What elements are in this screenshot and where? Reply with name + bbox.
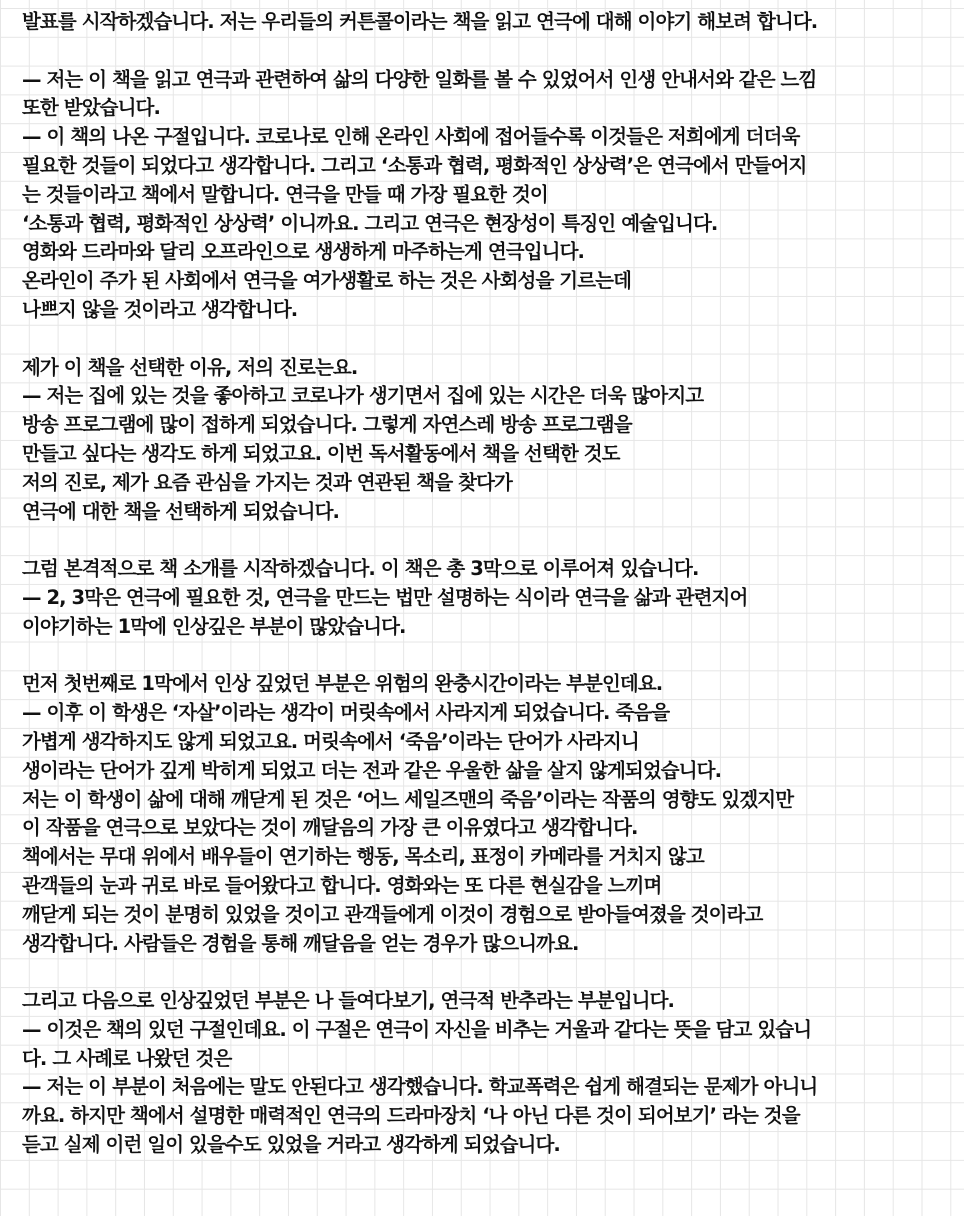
- text-line: 가볍게 생각하지도 않게 되었고요. 머릿속에서 ‘죽음’이라는 단어가 사라지니: [22, 729, 639, 753]
- text-line: 관객들의 눈과 귀로 바로 들어왔다고 합니다. 영화와는 또 다른 현실감을 느끼며: [22, 873, 662, 897]
- document-body: [22, 8, 952, 1160]
- text-line: 이야기하는 1막에 인상깊은 부분이 많았습니다.: [22, 614, 406, 638]
- text-line: 또한 받았습니다.: [22, 96, 160, 120]
- text-line: ‘소통과 협력, 평화적인 상상력’ 이니까요. 그리고 연극은 현장성이 특징인 예술입니다.: [22, 211, 718, 235]
- text-line: — 저는 집에 있는 것을 좋아하고 코로나가 생기면서 집에 있는 시간은 더욱 많아지고: [22, 384, 704, 408]
- text-line: 만들고 싶다는 생각도 하게 되었고요. 이번 독서활동에서 책을 선택한 것도: [22, 441, 620, 465]
- text-line: 듣고 실제 이런 일이 있을수도 있었을 거라고 생각하게 되었습니다.: [22, 1133, 560, 1157]
- text-line: 생이라는 단어가 깊게 박히게 되었고 더는 전과 같은 우울한 삶을 살지 않게되었습니다.: [22, 758, 722, 782]
- text-line: 온라인이 주가 된 사회에서 연극을 여가생활로 하는 것은 사회성을 기르는데: [22, 269, 632, 293]
- blank-line: [22, 958, 952, 987]
- blank-line: [22, 37, 952, 66]
- text-line: 발표를 시작하겠습니다. 저는 우리들의 커튼콜이라는 책을 읽고 연극에 대해 이야기 해보려 합니다.: [22, 10, 818, 33]
- text-line: — 저는 이 책을 읽고 연극과 관련하여 삶의 다양한 일화를 볼 수 있었어서 인생 안내서와 같은 느낌: [22, 67, 817, 91]
- blank-line: [22, 526, 952, 555]
- text-line: 필요한 것들이 되었다고 생각합니다. 그리고 ‘소통과 협력, 평화적인 상상력’은 연극에서 만들어지: [22, 153, 807, 177]
- text-line: 생각합니다. 사람들은 경험을 통해 깨달음을 얻는 경우가 많으니까요.: [22, 931, 579, 955]
- text-line: 저의 진로, 제가 요즘 관심을 가지는 것과 연관된 책을 찾다가: [22, 470, 512, 494]
- text-line: 방송 프로그램에 많이 접하게 되었습니다. 그렇게 자연스레 방송 프로그램을: [22, 413, 632, 437]
- text-line: 저는 이 학생이 삶에 대해 깨닫게 된 것은 ‘어느 세일즈맨의 죽음’이라는 작품의 영향도 있겠지만: [22, 787, 794, 811]
- blank-line: [22, 642, 952, 671]
- text-line: — 이것은 책의 있던 구절인데요. 이 구절은 연극이 자신을 비추는 거울과 같다는 뜻을 담고 있습니: [22, 1017, 812, 1041]
- blank-line: [22, 325, 952, 354]
- text-line: 제가 이 책을 선택한 이유, 저의 진로는요.: [22, 355, 358, 379]
- text-line: 다. 그 사례로 나왔던 것은: [22, 1046, 232, 1070]
- text-line: 먼저 첫번째로 1막에서 인상 깊었던 부분은 위험의 완충시간이라는 부분인데요.: [22, 672, 663, 696]
- text-line: 깨닫게 되는 것이 분명히 있었을 것이고 관객들에게 이것이 경험으로 받아들여졌을 것이라고: [22, 902, 763, 926]
- text-line: — 2, 3막은 연극에 필요한 것, 연극을 만드는 법만 설명하는 식이라 연극을 삶과 관련지어: [22, 585, 748, 609]
- text-line: 이 작품을 연극으로 보았다는 것이 깨달음의 가장 큰 이유였다고 생각합니다.: [22, 816, 638, 840]
- text-line: 연극에 대한 책을 선택하게 되었습니다.: [22, 499, 340, 523]
- text-line: 그럼 본격적으로 책 소개를 시작하겠습니다. 이 책은 총 3막으로 이루어져 있습니다.: [22, 557, 699, 581]
- text-line: 는 것들이라고 책에서 말합니다. 연극을 만들 때 가장 필요한 것이: [22, 182, 548, 206]
- text-line: 까요. 하지만 책에서 설명한 매력적인 연극의 드라마장치 ‘나 아닌 다른 것이 되어보기’ 라는 것을: [22, 1104, 800, 1128]
- text-line: — 이 책의 나온 구절입니다. 코로나로 인해 온라인 사회에 접어들수록 이것들은 저희에게 더더욱: [22, 125, 800, 149]
- text-line: 그리고 다음으로 인상깊었던 부분은 나 들여다보기, 연극적 반추라는 부분입니다.: [22, 989, 675, 1013]
- text-line: 나쁘지 않을 것이라고 생각합니다.: [22, 297, 298, 321]
- text-line: 책에서는 무대 위에서 배우들이 연기하는 행동, 목소리, 표정이 카메라를 거치지 않고: [22, 845, 704, 869]
- text-line: — 저는 이 부분이 처음에는 말도 안된다고 생각했습니다. 학교폭력은 쉽게 해결되는 문제가 아니니: [22, 1075, 818, 1099]
- text-line: — 이후 이 학생은 ‘자살’이라는 생각이 머릿속에서 사라지게 되었습니다. 죽음을: [22, 701, 670, 725]
- text-line: 영화와 드라마와 달리 오프라인으로 생생하게 마주하는게 연극입니다.: [22, 240, 585, 264]
